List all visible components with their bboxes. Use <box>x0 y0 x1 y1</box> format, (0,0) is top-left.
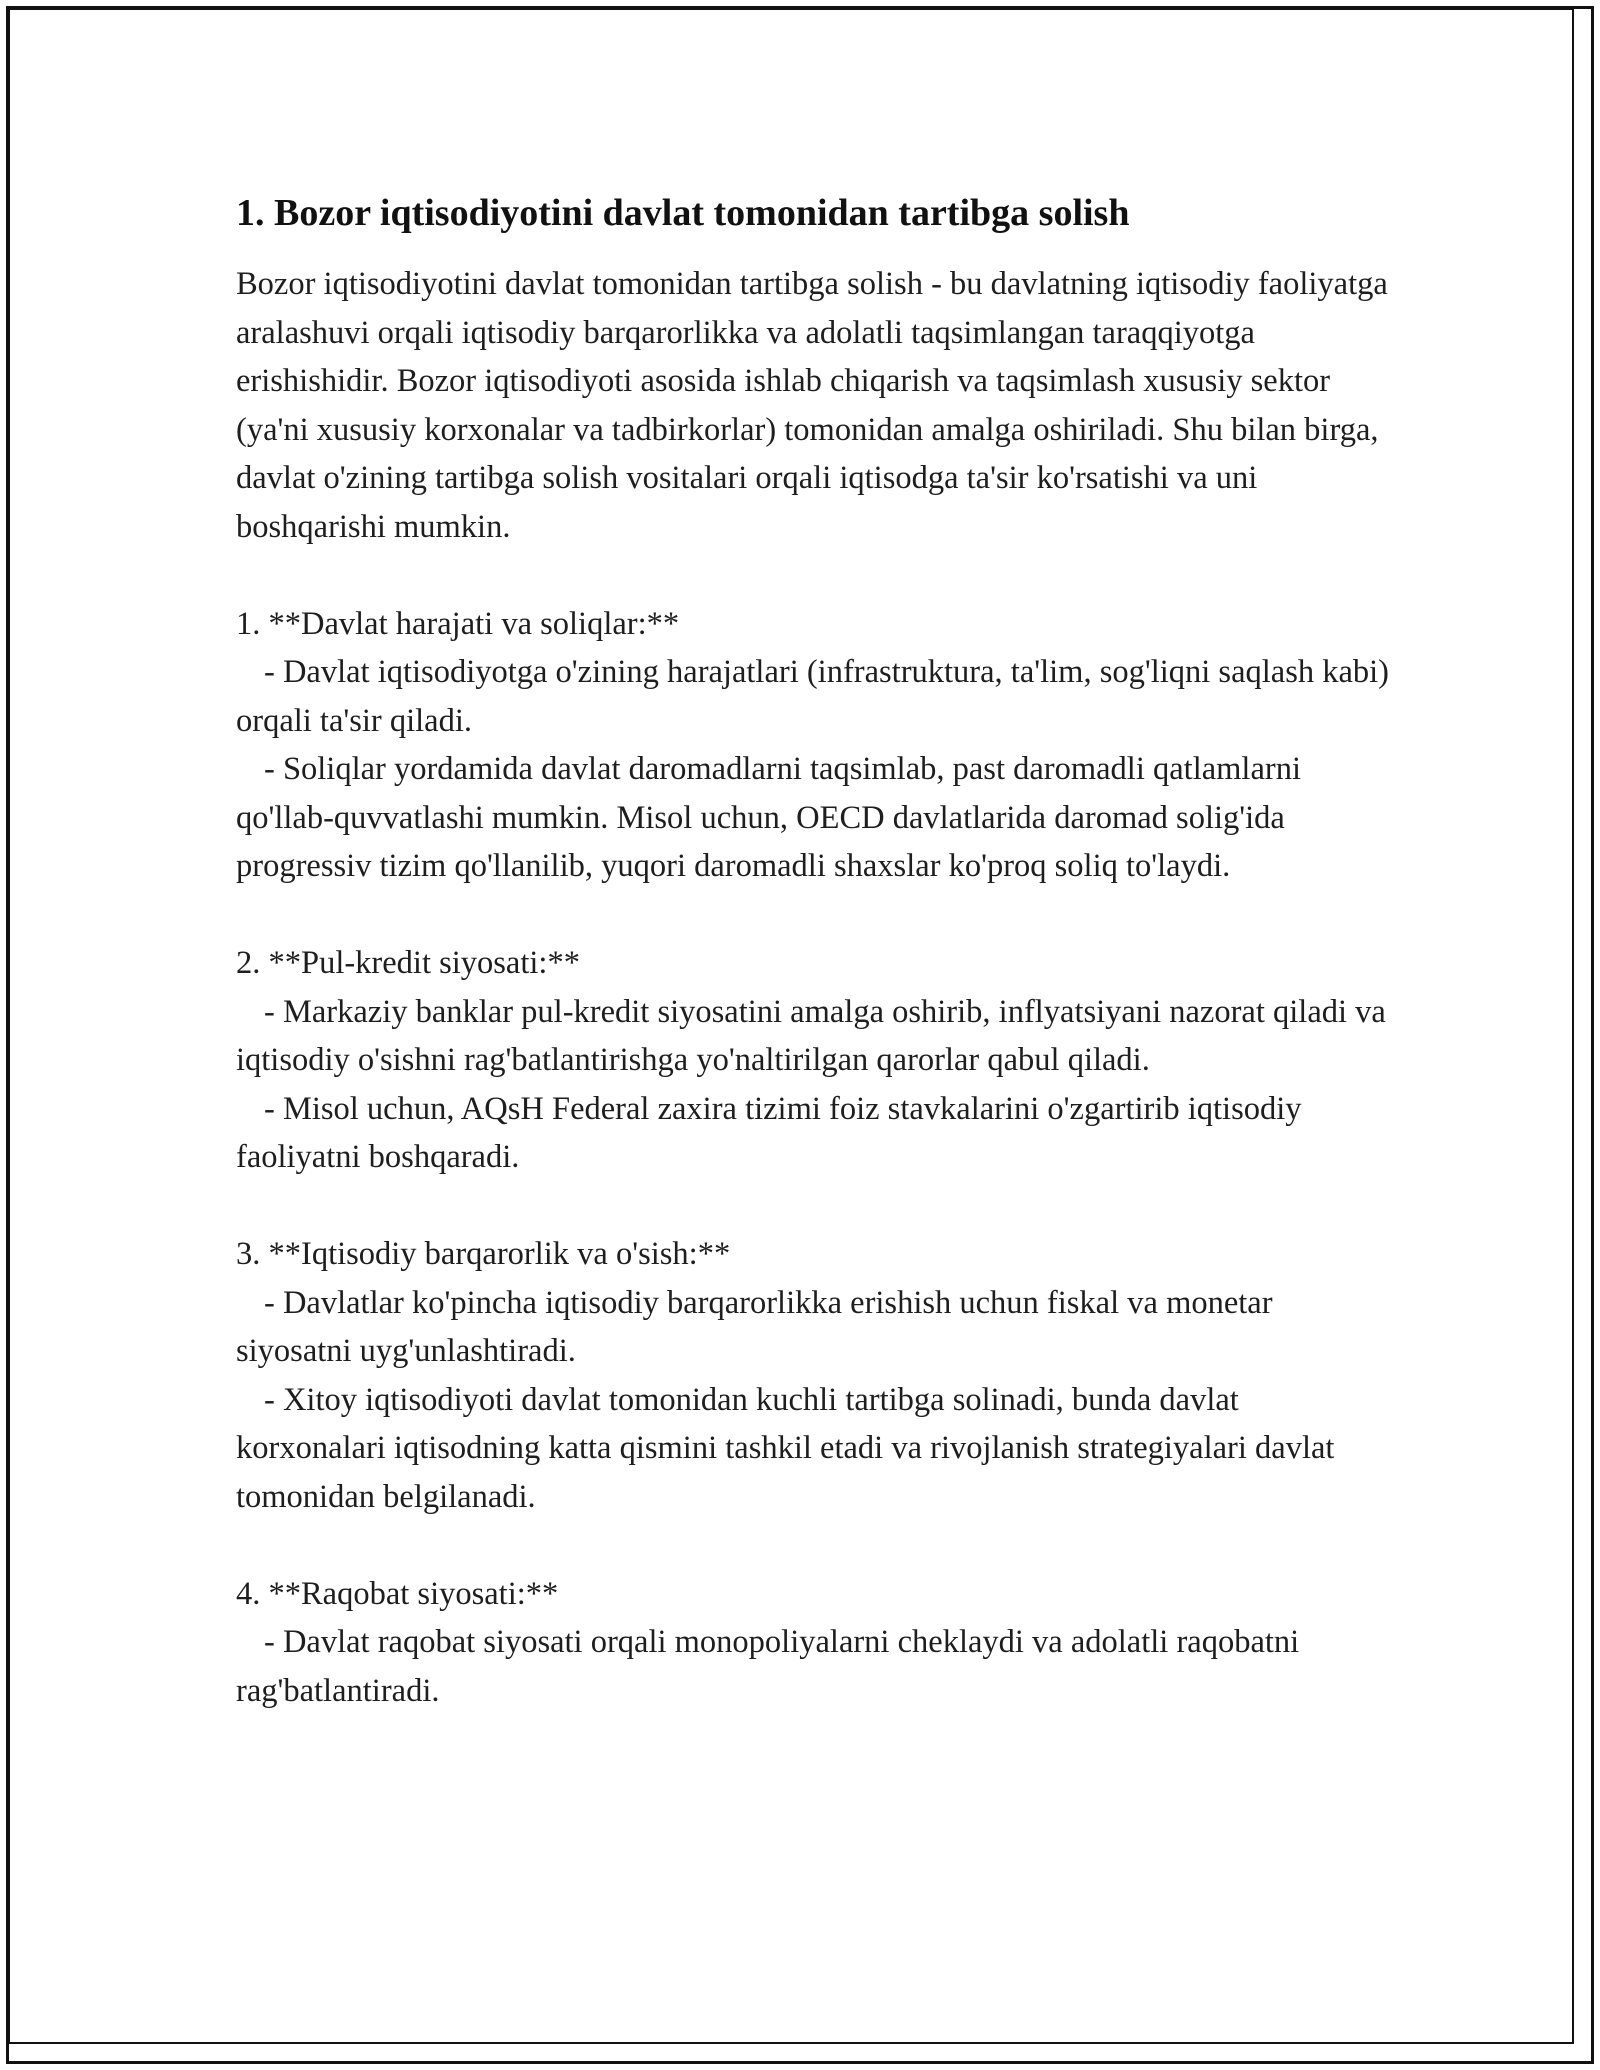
spacer <box>236 551 1396 600</box>
section-bullet: - Soliqlar yordamida davlat daromadlarni taqsimlab, past daromadli qatlamlarni qo'llab-quvvatlashi mumkin. Misol uchun, OECD davlatlarida daromad solig'ida progressiv tizim qo'llanilib, yuqori daromadli shaxslar ko'proq soliq to'laydi. <box>236 751 1301 884</box>
spacer <box>236 1182 1396 1231</box>
intro-paragraph: Bozor iqtisodiyotini davlat tomonidan tartibga solish - bu davlatning iqtisodiy faoliyatga aralashuvi orqali iqtisodiy barqarorlikka va adolatli taqsimlangan taraqqiyotga erishishidir. Bozor iqtisodiyoti asosida ishlab chiqarish va taqsimlash xususiy sektor (ya'ni xususiy korxonalar va tadbirkorlar) tomonidan amalga oshiriladi. Shu bilan birga, davlat o'zining tartibga solish vositalari orqali iqtisodga ta'sir ko'rsatishi va uni boshqarishi mumkin. <box>236 266 1388 545</box>
section-1 <box>236 600 1396 891</box>
section-2 <box>236 939 1396 1182</box>
section-heading: 2. **Pul-kredit siyosati:** <box>236 945 580 981</box>
section-bullet: - Davlat raqobat siyosati orqali monopoliyalarni cheklaydi va adolatli raqobatni rag'batlantiradi. <box>236 1624 1300 1709</box>
section-bullet: - Xitoy iqtisodiyoti davlat tomonidan kuchli tartibga solinadi, bunda davlat korxonalari iqtisodning katta qismini tashkil etadi va rivojlanish strategiyalari davlat tomonidan belgilanadi. <box>236 1381 1335 1515</box>
section-3 <box>236 1230 1396 1521</box>
section-bullet: - Davlat iqtisodiyotga o'zining harajatlari (infrastruktura, ta'lim, sog'liqni saqlash kabi) orqali ta'sir qiladi. <box>236 654 1389 739</box>
document-title: 1. Bozor iqtisodiyotini davlat tomonidan tartibga solish <box>236 192 1130 234</box>
section-heading: 3. **Iqtisodiy barqarorlik va o'sish:** <box>236 1236 731 1272</box>
section-heading: 1. **Davlat harajati va soliqlar:** <box>236 605 680 642</box>
spacer <box>236 1521 1396 1570</box>
spacer <box>236 891 1396 940</box>
section-bullet: - Markaziy banklar pul-kredit siyosatini amalga oshirib, inflyatsiyani nazorat qiladi va iqtisodiy o'sishni rag'batlantirishga yo'naltirilgan qarorlar qabul qiladi. <box>236 993 1386 1078</box>
section-4 <box>236 1570 1396 1716</box>
section-heading: 4. **Raqobat siyosati:** <box>236 1575 559 1612</box>
section-bullet: - Davlatlar ko'pincha iqtisodiy barqarorlikka erishish uchun fiskal va monetar siyosatni uyg'unlashtiradi. <box>236 1284 1273 1369</box>
section-bullet: - Misol uchun, AQsH Federal zaxira tizimi foiz stavkalarini o'zgartirib iqtisodiy faoliyatni boshqaradi. <box>236 1090 1302 1175</box>
document-body <box>236 186 1396 1715</box>
